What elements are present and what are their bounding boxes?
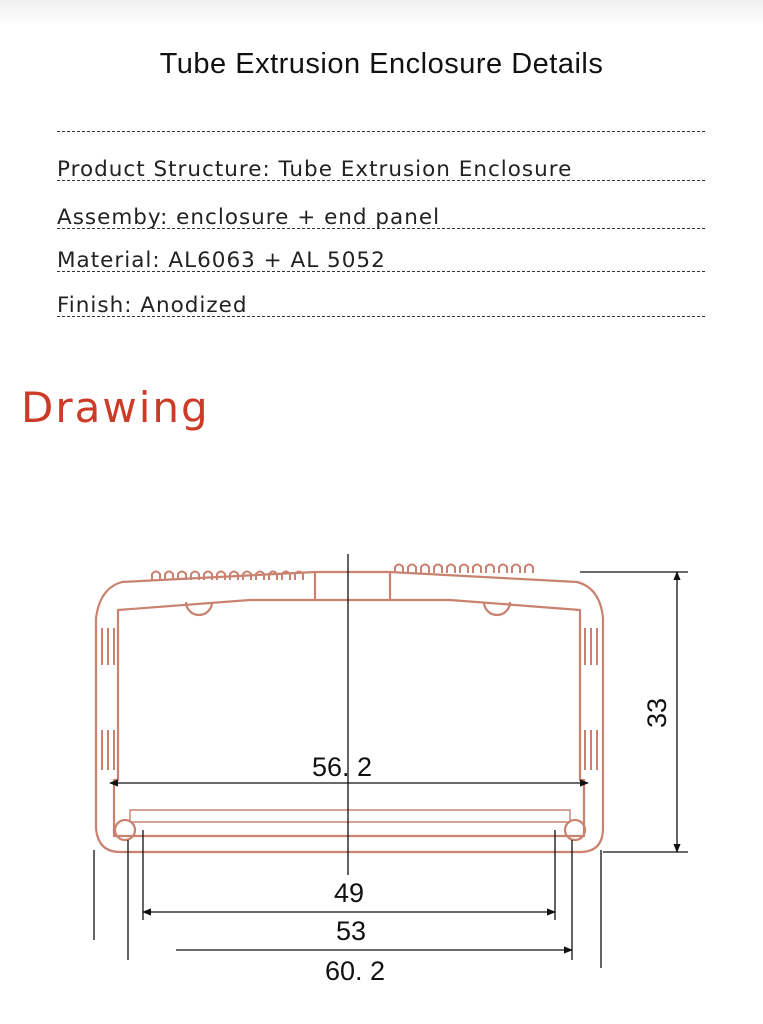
spec-assembly: Assemby: enclosure + end panel [57,204,441,230]
bottom-rail [130,810,570,822]
top-fin [486,565,494,574]
spec-row-assembly [57,204,705,230]
top-fin [269,572,277,581]
top-fin [447,565,455,574]
dimension-49-label: 49 [333,878,365,908]
side-fins [102,628,597,770]
top-fin [460,565,468,574]
enclosure-drawing [0,540,763,986]
spec-row-product-structure [57,156,705,182]
spec-row-finish [57,292,705,318]
dimension-lines [94,554,688,968]
spec-material: Material: AL6063 + AL 5052 [57,247,386,273]
spec-row-material [57,247,705,273]
top-fin [421,565,429,574]
top-fin [434,565,442,574]
spec-product-structure: Product Structure: Tube Extrusion Enclosure [57,156,573,182]
top-fin [525,565,533,574]
inner-cavity [114,600,584,836]
dimension-60-label: 60. 2 [324,956,386,986]
top-fin [512,565,520,574]
enclosure-profile [96,572,603,852]
spec-finish: Finish: Anodized [57,292,248,318]
top-fin [499,565,507,574]
top-fin [408,565,416,574]
spec-divider-top [57,131,705,132]
dimension-53-label: 53 [335,916,367,946]
top-band [0,0,763,26]
page-title: Tube Extrusion Enclosure Details [159,48,604,80]
top-fin [152,572,160,581]
center-rib [315,572,390,600]
dimension-height-label: 33 [642,697,672,729]
top-fin [473,565,481,574]
drawing-section-title: Drawing [21,383,210,432]
dimension-56-label: 56. 2 [312,752,373,782]
